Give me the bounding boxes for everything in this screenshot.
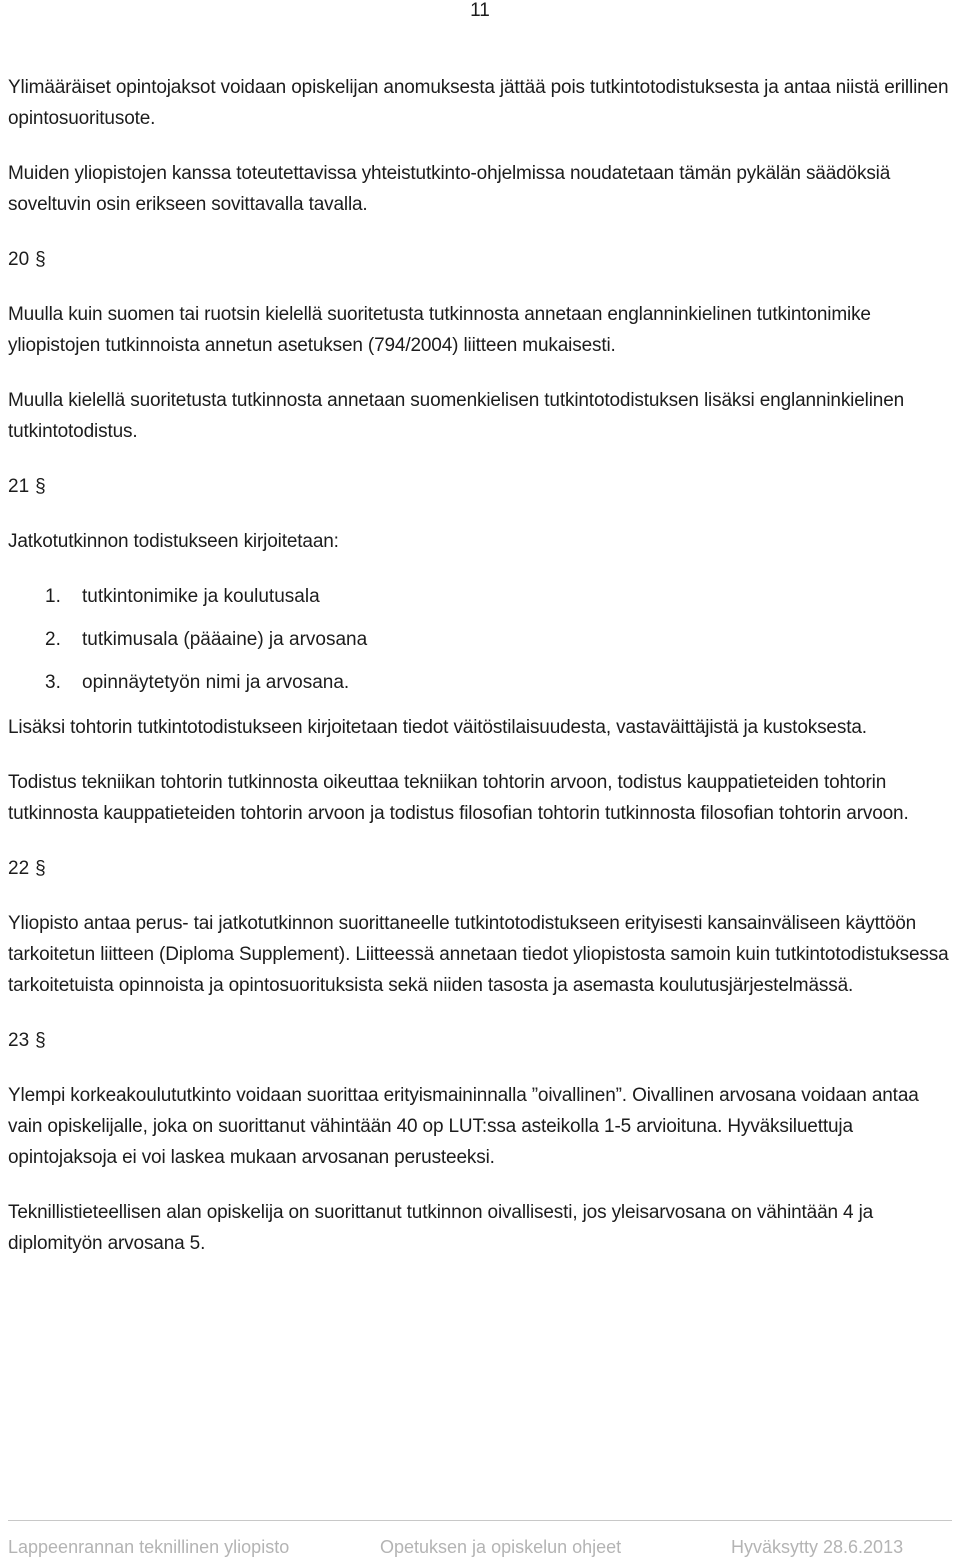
- section-heading-20: [8, 244, 952, 275]
- section-number: 20: [8, 249, 30, 270]
- section-number: 22: [8, 858, 30, 879]
- section-number: 23: [8, 1030, 30, 1051]
- list-item-text: tutkimusala (pääaine) ja arvosana: [82, 629, 368, 650]
- section-21-lead: Jatkotutkinnon todistukseen kirjoitetaan:: [8, 531, 339, 552]
- section-21-paragraph-1: Lisäksi tohtorin tutkintotodistukseen kirjoitetaan tiedot väitöstilaisuudesta, vastaväittäjistä ja kustoksesta.: [8, 717, 867, 738]
- footer-document-title: Opetuksen ja opiskelun ohjeet: [380, 1537, 622, 1557]
- section-22-paragraph-1: Yliopisto antaa perus- tai jatkotutkinnon suorittaneelle tutkintotodistukseen erityisesti kansainväliseen käyttöön tarkoitetun liitteen (Diploma Supplement). Liitteessä annetaan tiedot yliopistosta samoin kuin tutkintotodistuksessa tarkoitetuista opinnoista ja opintosuorituksista sekä niiden tasosta ja asemasta koulutusjärjestelmässä.: [8, 913, 949, 996]
- section-heading-23: [8, 1025, 952, 1056]
- page-number: 11: [470, 0, 490, 21]
- section-23-paragraph-1: Ylempi korkeakoulututkinto voidaan suorittaa erityismaininnalla ”oivallinen”. Oivallinen arvosana voidaan antaa vain opiskelijalle, joka on suorittanut vähintään 40 op LUT:ssa asteikolla 1-5 arvioituna. Hyväksiluettuja opintojaksoja ei voi laskea mukaan arvosanan perusteeksi.: [8, 1085, 919, 1168]
- list-item-number: 1.: [45, 586, 61, 607]
- list-item: [8, 581, 952, 612]
- document-body: [8, 72, 952, 1283]
- footer-divider: [8, 1520, 952, 1521]
- footer-approval-date: Hyväksytty 28.6.2013: [731, 1537, 904, 1557]
- list-item-text: tutkintonimike ja koulutusala: [82, 586, 320, 607]
- section-21-list: [8, 581, 952, 698]
- intro-paragraph-1: Ylimääräiset opintojaksot voidaan opiskelijan anomuksesta jättää pois tutkintotodistuksesta ja antaa niistä erillinen opintosuoritusote.: [8, 77, 949, 129]
- page-footer: [0, 1526, 960, 1559]
- section-number: 21: [8, 476, 30, 497]
- section-heading-22: [8, 853, 952, 884]
- list-item-number: 3.: [45, 672, 61, 693]
- section-23-paragraph-2: Teknillistieteellisen alan opiskelija on suorittanut tutkinnon oivallisesti, jos yleisarvosana on vähintään 4 ja diplomityön arvosana 5.: [8, 1202, 874, 1254]
- list-item: [8, 624, 952, 655]
- list-item: [8, 667, 952, 698]
- list-item-text: opinnäytetyön nimi ja arvosana.: [82, 672, 350, 693]
- intro-paragraph-2: Muiden yliopistojen kanssa toteutettavissa yhteistutkinto-ohjelmissa noudatetaan tämän pykälän säädöksiä soveltuvin osin erikseen sovittavalla tavalla.: [8, 163, 891, 215]
- section-heading-21: [8, 471, 952, 502]
- list-item-number: 2.: [45, 629, 61, 650]
- section-20-paragraph-2: Muulla kielellä suoritetusta tutkinnosta annetaan suomenkielisen tutkintotodistuksen lisäksi englanninkielinen tutkintotodistus.: [8, 390, 905, 442]
- section-20-paragraph-1: Muulla kuin suomen tai ruotsin kielellä suoritetusta tutkinnosta annetaan englanninkielinen tutkintonimike yliopistojen tutkinnoista annetun asetuksen (794/2004) liitteen mukaisesti.: [8, 304, 871, 356]
- section-21-paragraph-2: Todistus tekniikan tohtorin tutkinnosta oikeuttaa tekniikan tohtorin arvoon, todistus kauppatieteiden tohtorin tutkinnosta kauppatieteiden tohtorin arvoon ja todistus filosofian tohtorin tutkinnosta filosofian tohtorin arvoon.: [8, 772, 909, 824]
- footer-institution: Lappeenrannan teknillinen yliopisto: [8, 1537, 290, 1557]
- section-sign: §: [35, 858, 46, 879]
- section-sign: §: [35, 476, 46, 497]
- section-sign: §: [35, 249, 46, 270]
- section-sign: §: [35, 1030, 46, 1051]
